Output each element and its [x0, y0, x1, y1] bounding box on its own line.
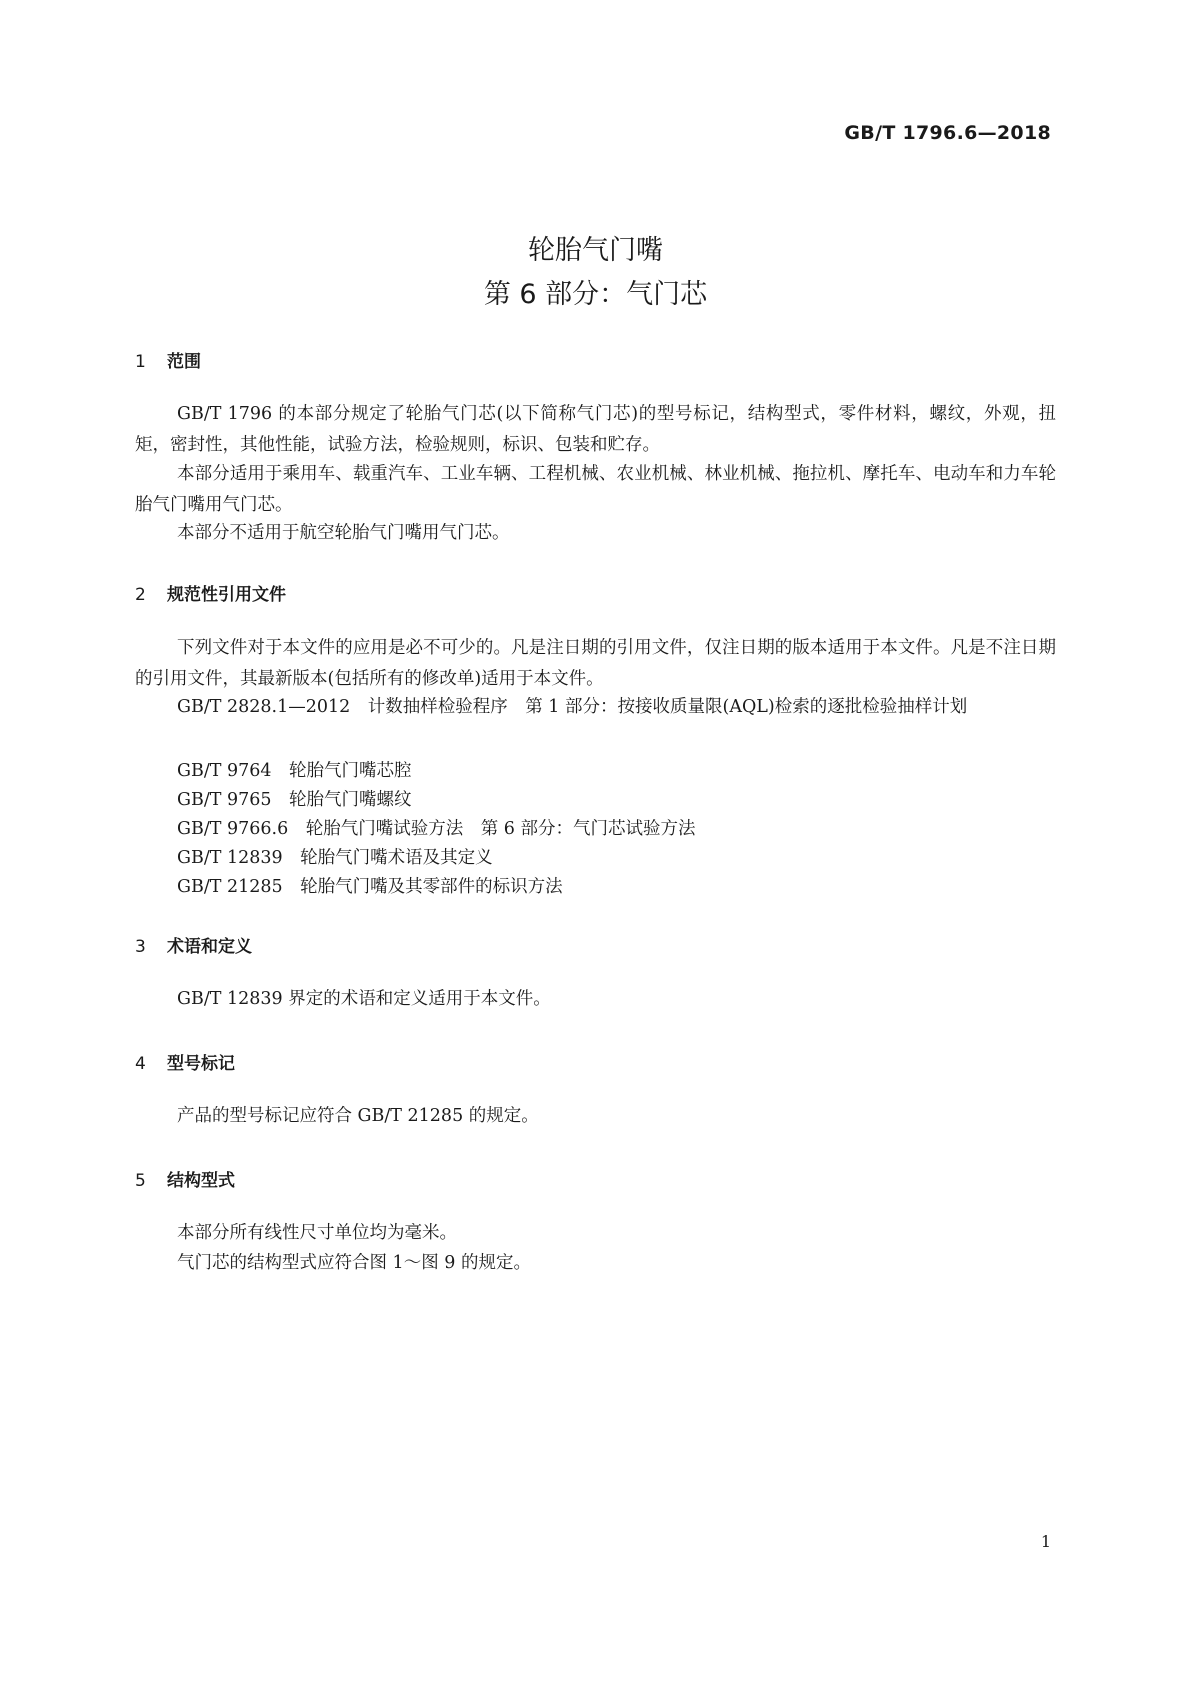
section-heading-terms [135, 932, 252, 957]
section-title: 规范性引用文件 [167, 585, 286, 605]
section-heading-scope [135, 347, 201, 372]
paragraph: 本部分所有线性尺寸单位均为毫米。 [177, 1223, 457, 1243]
standard-code: GB/T 1796.6—2018 [844, 122, 1051, 144]
section-heading-structure [135, 1166, 235, 1191]
paragraph: GB/T 1796 的本部分规定了轮胎气门芯(以下简称气门芯)的型号标记，结构型式，零件材料，螺纹，外观，扭矩，密封性，其他性能，试验方法，检验规则，标识、包装和贮存。 [135, 404, 1056, 455]
paragraph: 本部分适用于乘用车、载重汽车、工业车辆、工程机械、农业机械、林业机械、拖拉机、摩托车、电动车和力车轮胎气门嘴用气门芯。 [135, 464, 1056, 515]
document-subtitle: 第 6 部分：气门芯 [483, 279, 708, 310]
reference-item: GB/T 9766.6 轮胎气门嘴试验方法 第 6 部分：气门芯试验方法 [177, 819, 696, 839]
reference-item: GB/T 21285 轮胎气门嘴及其零部件的标识方法 [177, 877, 563, 897]
section-heading-normative-references [135, 580, 286, 605]
page-number: 1 [1040, 1532, 1051, 1551]
section-title: 型号标记 [167, 1054, 235, 1074]
section-title: 范围 [167, 352, 201, 372]
reference-item: GB/T 9764 轮胎气门嘴芯腔 [177, 761, 412, 781]
section-number: 4 [135, 1054, 146, 1074]
section-heading-model-marking [135, 1049, 235, 1074]
document-title: 轮胎气门嘴 [528, 235, 663, 266]
section-number: 3 [135, 937, 146, 957]
paragraph: 产品的型号标记应符合 GB/T 21285 的规定。 [177, 1106, 539, 1126]
section-number: 2 [135, 585, 146, 605]
section-title: 术语和定义 [167, 937, 252, 957]
paragraph: 气门芯的结构型式应符合图 1～图 9 的规定。 [177, 1253, 531, 1273]
paragraph: GB/T 12839 界定的术语和定义适用于本文件。 [177, 989, 551, 1009]
paragraph: 下列文件对于本文件的应用是必不可少的。凡是注日期的引用文件，仅注日期的版本适用于本文件。凡是不注日期的引用文件，其最新版本(包括所有的修改单)适用于本文件。 [135, 638, 1056, 689]
section-number: 5 [135, 1171, 146, 1191]
reference-item: GB/T 9765 轮胎气门嘴螺纹 [177, 790, 412, 810]
paragraph: GB/T 2828.1—2012 计数抽样检验程序 第 1 部分：按接收质量限(AQL)检索的逐批检验抽样计划 [177, 697, 968, 717]
reference-item: GB/T 12839 轮胎气门嘴术语及其定义 [177, 848, 493, 868]
paragraph: 本部分不适用于航空轮胎气门嘴用气门芯。 [177, 523, 510, 543]
section-title: 结构型式 [167, 1171, 235, 1191]
section-number: 1 [135, 352, 146, 372]
